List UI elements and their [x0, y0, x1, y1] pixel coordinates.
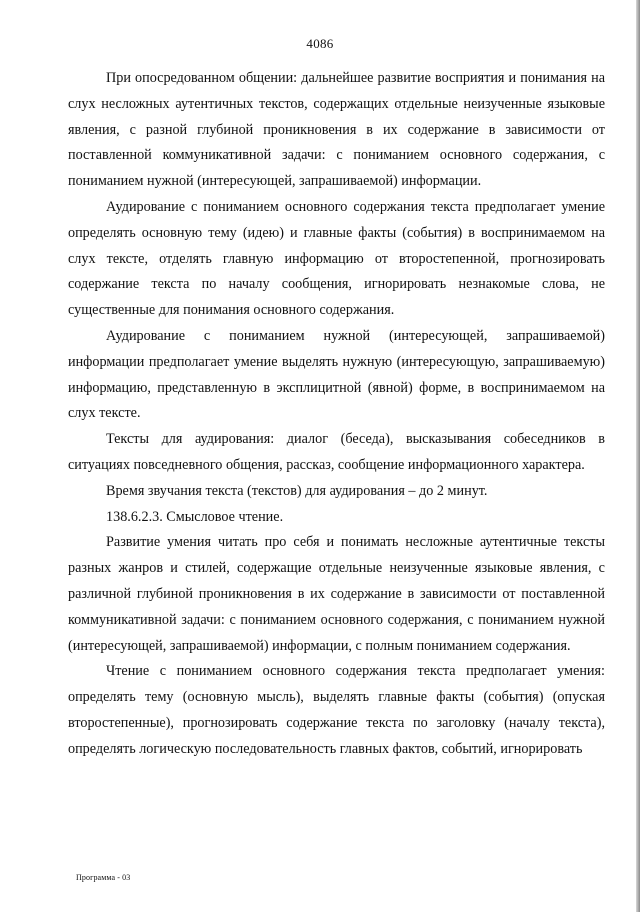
- paragraph-listening-main-content: Аудирование с пониманием основного содержания текста предполагает умение определять основную тему (идею) и главные факты (события) в воспринимаемом на слух тексте, отделять главную информацию от второстепенной, прогнозировать содержание текста по началу сообщения, игнорировать незнакомые слова, не существенные для понимания основного содержания.: [68, 198, 605, 319]
- paragraph-reading-development: Развитие умения читать про себя и понимать несложные аутентичные тексты разных жанров и стилей, содержащие отдельные неизученные языковые явления, с различной глубиной проникновения в их содержание в зависимости от поставленной коммуникативной задачи: с пониманием основного содержания, с пониманием нужной (интересующей, запрашиваемой) информации, с полным пониманием содержания.: [68, 534, 605, 654]
- body-text: [68, 66, 605, 763]
- paragraph-listening-duration: Время звучания текста (текстов) для аудирования – до 2 минут.: [106, 482, 488, 499]
- page-number: 4086: [306, 36, 334, 51]
- paragraph-listening-specific-info: Аудирование с пониманием нужной (интересующей, запрашиваемой) информации предполагает умение выделять нужную (интересующую, запрашиваемую) информацию, представленную в эксплицитной (явной) форме, в воспринимаемом на слух тексте.: [68, 327, 605, 422]
- paragraph-reading-main-content: Чтение с пониманием основного содержания текста предполагает умения: определять тему (основную мысль), выделять главные факты (события) (опуская второстепенные), прогнозировать содержание текста по заголовку (началу текста), определять логическую последовательность главных фактов, событий, игнорировать: [68, 663, 605, 757]
- paragraph-listening-texts: Тексты для аудирования: диалог (беседа), высказывания собеседников в ситуациях повседневного общения, рассказ, сообщение информационного характера.: [68, 431, 605, 473]
- section-heading-reading: 138.6.2.3. Смысловое чтение.: [106, 508, 284, 525]
- footer-program-label: Программа - 03: [76, 873, 131, 882]
- paragraph-mediated-communication: При опосредованном общении: дальнейшее развитие восприятия и понимания на слух несложных аутентичных текстов, содержащих отдельные неизученные языковые явления, с разной глубиной проникновения в их содержание в зависимости от поставленной коммуникативной задачи: с пониманием основного содержания, с пониманием нужной (интересующей, запрашиваемой) информации.: [68, 70, 605, 190]
- scan-edge: [636, 0, 640, 912]
